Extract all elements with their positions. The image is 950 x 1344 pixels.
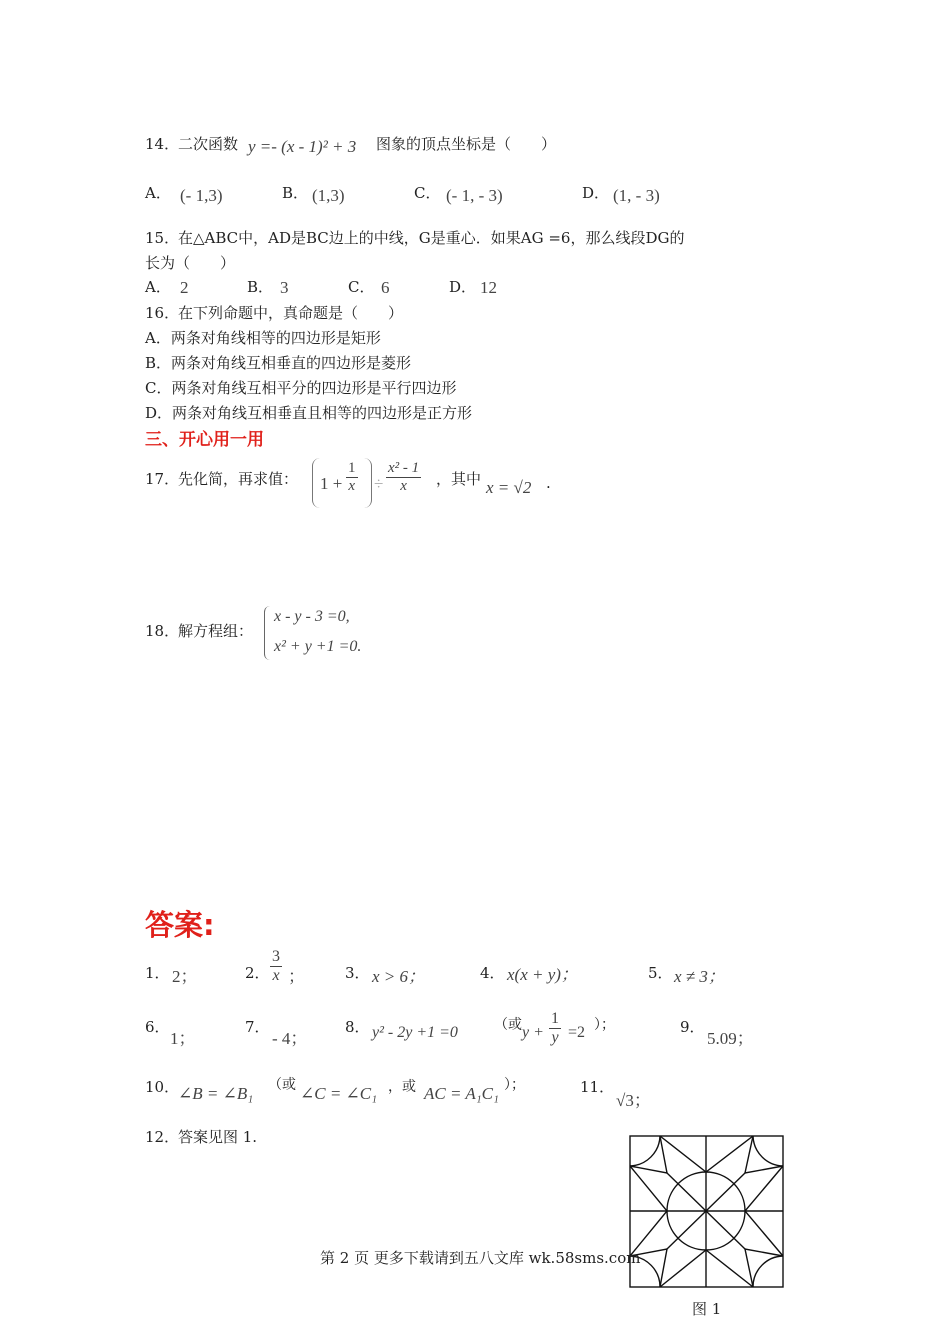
q18-number: 18． (145, 622, 180, 640)
figure-corner-arc (753, 1136, 783, 1166)
q17-end: . (546, 474, 551, 492)
answer-5-number: 5． (648, 964, 673, 982)
q17-frac1 (346, 460, 358, 495)
q15-option-a-label: A． (145, 278, 171, 296)
answer-10-close: ）； (504, 1077, 525, 1093)
answer-3-number: 3． (345, 964, 370, 982)
answer-8-number: 8． (345, 1018, 370, 1036)
q18-text: 解方程组： (178, 622, 254, 640)
q17-frac1-num: 1 (348, 460, 356, 476)
answer-12-number: 12． (145, 1128, 180, 1146)
figure-kite-line (745, 1249, 783, 1287)
figure-corner-arc (753, 1256, 783, 1287)
q15-option-c: 6 (381, 278, 390, 297)
figure-kite-line (745, 1136, 783, 1173)
q16-option-a: A．两条对角线相等的四边形是矩形 (145, 329, 381, 347)
answer-2-frac (270, 948, 282, 985)
q16-option-b: B．两条对角线互相垂直的四边形是菱形 (145, 354, 412, 372)
figure-corner-arc (630, 1136, 660, 1166)
q15-option-d-label: D． (449, 278, 477, 296)
answer-3: x > 6； (372, 967, 426, 986)
q14-option-b: (1,3) (312, 186, 345, 205)
answer-2-tail: ； (288, 967, 305, 986)
answer-7: - 4； (272, 1029, 308, 1048)
q18-eq2: x² + y +1 =0. (274, 638, 362, 655)
q14-option-a-label: A． (145, 184, 171, 202)
answer-10-alt2-label: ，或 (388, 1079, 416, 1095)
q14-text-after: 图象的顶点坐标是（ ） (376, 135, 557, 153)
q16-number: 16． (145, 304, 180, 322)
answer-8-alt-frac (549, 1010, 561, 1047)
answer-11: √3； (616, 1091, 651, 1110)
figure-kite-line (630, 1136, 667, 1173)
answer-8-alt-post: =2 (568, 1024, 586, 1041)
q17-text: 先化简，再求值： (178, 470, 299, 488)
q14-text: 二次函数 (178, 135, 239, 153)
q14-option-d: (1, - 3) (613, 186, 660, 205)
answer-9: 5.09； (707, 1029, 754, 1048)
q14-formula: y =- (x - 1)² + 3 (248, 137, 357, 156)
q18-eq1: x - y - 3 =0, (274, 608, 350, 625)
answer-8-alt-pre: y + (522, 1024, 544, 1041)
answer-6: 1； (170, 1029, 196, 1048)
answer-10-alt1-label: （或 (268, 1077, 296, 1093)
figure-1 (629, 1135, 785, 1289)
answer-1: 2； (172, 967, 198, 986)
q18-brace (264, 606, 271, 660)
answer-7-number: 7． (245, 1018, 270, 1036)
q17-frac2-num: x² - 1 (388, 460, 420, 476)
q17-frac1-den: x (348, 478, 356, 494)
q17-number: 17． (145, 470, 180, 488)
answer-4-number: 4． (480, 964, 505, 982)
q16-text: 在下列命题中，真命题是（ ） (178, 304, 404, 322)
section-title: 三、开心用一用 (145, 430, 264, 450)
q16-option-c: C．两条对角线互相平分的四边形是平行四边形 (145, 379, 457, 397)
answer-4: x(x + y)； (507, 965, 578, 984)
answer-10: ∠B = ∠B₁ (178, 1084, 254, 1103)
q17-one-plus: 1 + (320, 474, 343, 493)
answer-8-alt-close: ）； (594, 1017, 615, 1033)
answer-12: 答案见图 1. (178, 1128, 258, 1146)
answer-10-number: 10． (145, 1078, 180, 1096)
q14-option-a: (- 1,3) (180, 186, 223, 205)
answer-9-number: 9． (680, 1018, 705, 1036)
page-footer: 第 2 页 更多下载请到五八文库 wk.58sms.com (320, 1249, 641, 1267)
q15-text: 在△ABC中，AD是BC边上的中线，G是重心．如果AG =6，那么线段DG的 (178, 229, 685, 247)
q14-option-c-label: C． (414, 184, 441, 202)
q15-number: 15． (145, 229, 180, 247)
q17-cond: x = √2 (486, 478, 532, 497)
figure-caption: 图 1 (692, 1300, 722, 1318)
q14-option-b-label: B． (282, 184, 309, 202)
answer-5: x ≠ 3； (674, 967, 725, 986)
q15-option-b: 3 (280, 278, 289, 297)
q15-option-b-label: B． (247, 278, 274, 296)
q17-frac2 (386, 460, 421, 495)
q15-option-a: 2 (180, 278, 189, 297)
q14-option-d-label: D． (582, 184, 610, 202)
answer-10-alt1: ∠C = ∠C₁ (300, 1084, 378, 1103)
q17-frac2-den: x (400, 478, 407, 494)
q17-text-mid: ，其中 (436, 470, 482, 488)
answer-2-num: 3 (272, 948, 280, 965)
answer-8-alt-open: （或 (494, 1017, 522, 1033)
q14-option-c: (- 1, - 3) (446, 186, 503, 205)
q15-text2: 长为（ ） (145, 254, 236, 272)
q15-option-d: 12 (480, 278, 497, 297)
answer-8: y² - 2y +1 =0 (372, 1024, 458, 1041)
answer-6-number: 6． (145, 1018, 170, 1036)
answer-8-alt-num: 1 (551, 1010, 559, 1027)
q16-option-d: D．两条对角线互相垂直且相等的四边形是正方形 (145, 404, 473, 422)
q15-option-c-label: C． (348, 278, 375, 296)
q17-div: ÷ (374, 474, 384, 493)
q14-number: 14． (145, 135, 180, 153)
answer-2-den: x (272, 967, 280, 984)
answers-title: 答案: (145, 908, 215, 942)
answer-10-alt2: AC = A₁C₁ (424, 1084, 499, 1103)
answer-11-number: 11． (580, 1078, 615, 1096)
answer-1-number: 1． (145, 964, 170, 982)
answer-2-number: 2． (245, 964, 270, 982)
answer-8-alt-den: y (551, 1029, 559, 1046)
